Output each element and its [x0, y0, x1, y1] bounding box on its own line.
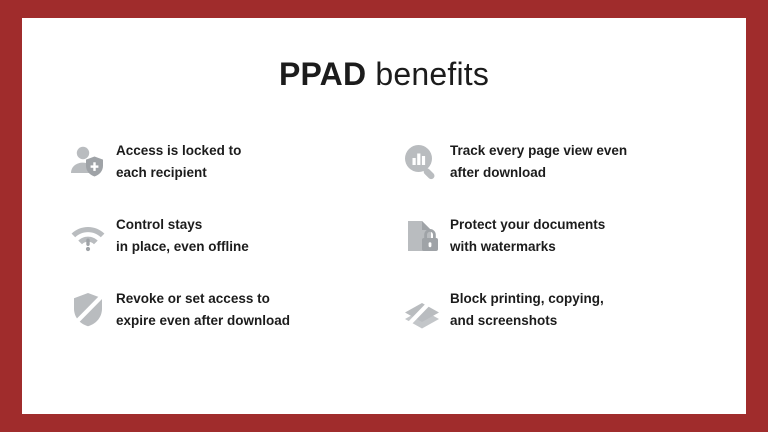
title-light-part: benefits — [366, 56, 490, 92]
chart-search-icon — [394, 136, 450, 188]
wifi-off-icon — [60, 210, 116, 262]
user-shield-icon — [60, 136, 116, 188]
benefit-line2: in place, even offline — [116, 239, 249, 255]
benefit-line2: and screenshots — [450, 313, 558, 329]
benefits-grid — [60, 130, 708, 352]
page-title — [22, 56, 746, 93]
benefit-text — [450, 136, 627, 185]
shield-slash-icon — [60, 284, 116, 336]
benefit-line1: Access is locked to — [116, 143, 242, 158]
benefit-item-revoke-access — [60, 278, 374, 352]
benefit-line1: Control stays — [116, 217, 203, 232]
benefit-line1: Block printing, copying, — [450, 291, 604, 306]
slide-card — [22, 18, 746, 414]
benefit-text — [450, 210, 605, 259]
benefit-text — [450, 284, 604, 333]
benefit-line2: after download — [450, 165, 547, 181]
benefit-text — [116, 210, 249, 259]
benefit-line2: with watermarks — [450, 239, 556, 255]
benefit-item-track-views — [394, 130, 708, 204]
no-copy-slash-icon — [394, 284, 450, 336]
benefit-line1: Revoke or set access to — [116, 291, 270, 306]
benefit-text — [116, 136, 241, 185]
benefit-line2: expire even after download — [116, 313, 291, 329]
benefit-line1: Track every page view even — [450, 143, 628, 158]
benefit-line1: Protect your documents — [450, 217, 606, 232]
benefit-item-offline-control — [60, 204, 374, 278]
benefit-item-block-printing — [394, 278, 708, 352]
benefit-item-access-locked — [60, 130, 374, 204]
benefit-line2: each recipient — [116, 165, 207, 181]
document-lock-icon — [394, 210, 450, 262]
title-bold-part: PPAD — [278, 56, 367, 92]
benefit-text — [116, 284, 290, 333]
benefit-item-watermarks — [394, 204, 708, 278]
